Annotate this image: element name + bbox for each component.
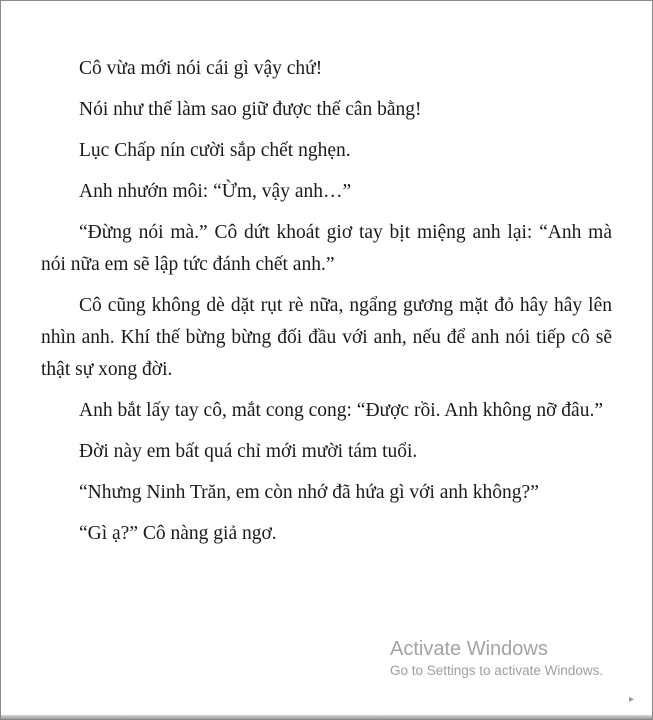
paragraph: “Gì ạ?” Cô nàng giả ngơ. [79, 523, 277, 544]
arrow-right-icon[interactable]: ▸ [628, 694, 634, 705]
paragraph: “Đừng nói mà.” Cô dứt khoát giơ tay bịt miệng anh lại: “Anh mà nói nữa em sẽ lập tức đánh chết anh.” [41, 222, 612, 275]
paragraph: Nói như thế làm sao giữ được thế cân bằng! [79, 99, 422, 120]
watermark-title: Activate Windows [390, 638, 548, 660]
paragraph: Anh bắt lấy tay cô, mắt cong cong: “Được rồi. Anh không nỡ đâu.” [79, 400, 603, 421]
paragraph: Cô vừa mới nói cái gì vậy chứ! [79, 58, 323, 79]
paragraph: “Nhưng Ninh Trăn, em còn nhớ đã hứa gì với anh không?” [79, 482, 539, 503]
watermark-subtitle: Go to Settings to activate Windows. [390, 663, 604, 678]
document-body [41, 53, 612, 559]
paragraph: Đời này em bất quá chỉ mới mười tám tuổi. [79, 441, 418, 462]
paragraph: Lục Chấp nín cười sắp chết nghẹn. [79, 140, 351, 161]
paragraph: Anh nhướn môi: “Ừm, vậy anh…” [79, 181, 352, 202]
activation-watermark [390, 637, 603, 681]
paragraph: Cô cũng không dè dặt rụt rè nữa, ngẩng gương mặt đỏ hây hây lên nhìn anh. Khí thế bừng bừng đối đầu với anh, nếu để anh nói tiếp cô sẽ thật sự xong đời. [41, 295, 612, 380]
